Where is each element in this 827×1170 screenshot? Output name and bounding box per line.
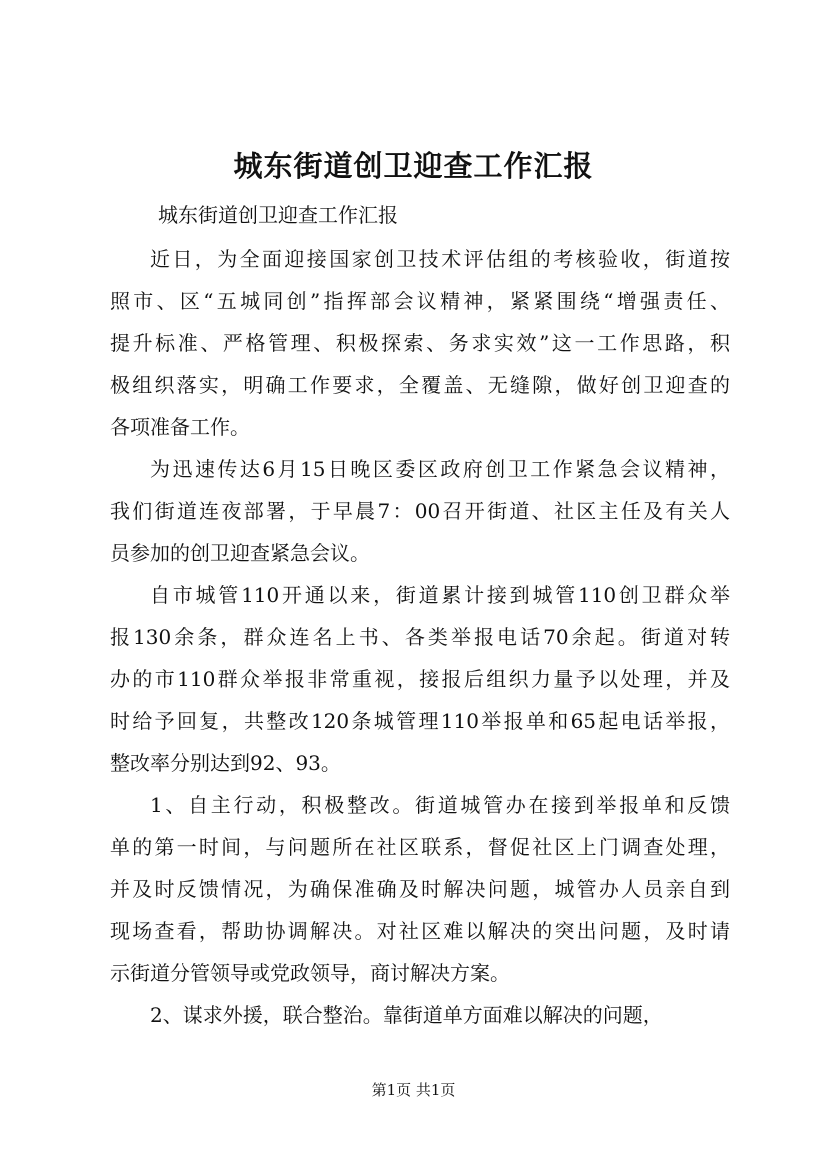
text-line: 现场查看，帮助协调解决。对社区难以解决的突出问题，及时请 — [110, 919, 730, 943]
text-line: 各项准备工作。 — [110, 415, 250, 439]
paragraph — [110, 448, 730, 574]
text-line: 1、自主行动，积极整改。街道城管办在接到举报单和反馈 — [150, 793, 730, 817]
paragraph — [110, 238, 730, 448]
text-line: 提升标准、严格管理、积极探索、务求实效”这一工作思路，积 — [110, 331, 730, 355]
text-line: 示街道分管领导或党政领导，商讨解决方案。 — [110, 961, 510, 985]
paragraph — [110, 994, 730, 1036]
text-line: 为迅速传达6月15日晚区委区政府创卫工作紧急会议精神， — [150, 457, 730, 481]
text-line: 办的市110群众举报非常重视，接报后组织力量予以处理，并及 — [110, 667, 730, 691]
text-line: 整改率分别达到92、93。 — [110, 751, 341, 775]
text-line: 极组织落实，明确工作要求，全覆盖、无缝隙，做好创卫迎查的 — [110, 373, 730, 397]
text-line: 自市城管110开通以来，街道累计接到城管110创卫群众举 — [150, 583, 730, 607]
text-line: 单的第一时间，与问题所在社区联系，督促社区上门调查处理， — [110, 835, 730, 859]
paragraph — [110, 574, 730, 784]
text-line: 2、谋求外援，联合整治。靠街道单方面难以解决的问题， — [150, 1003, 663, 1027]
document-title: 城东街道创卫迎查工作汇报 — [233, 149, 594, 183]
text-line: 并及时反馈情况，为确保准确及时解决问题，城管办人员亲自到 — [110, 877, 730, 901]
document-subtitle: 城东街道创卫迎查工作汇报 — [158, 203, 398, 227]
paragraph — [110, 784, 730, 994]
document-body — [110, 238, 730, 1036]
text-line: 报130余条，群众连名上书、各类举报电话70余起。街道对转 — [110, 625, 730, 649]
page-footer: 第1页 共1页 — [371, 1081, 456, 1099]
text-line: 时给予回复，共整改120条城管理110举报单和65起电话举报， — [110, 709, 730, 733]
text-line: 照市、区“五城同创”指挥部会议精神，紧紧围绕“增强责任、 — [110, 289, 730, 313]
text-line: 近日，为全面迎接国家创卫技术评估组的考核验收，街道按 — [150, 247, 730, 271]
text-line: 员参加的创卫迎查紧急会议。 — [110, 541, 370, 565]
text-line: 我们街道连夜部署，于早晨7：00召开街道、社区主任及有关人 — [110, 499, 730, 523]
